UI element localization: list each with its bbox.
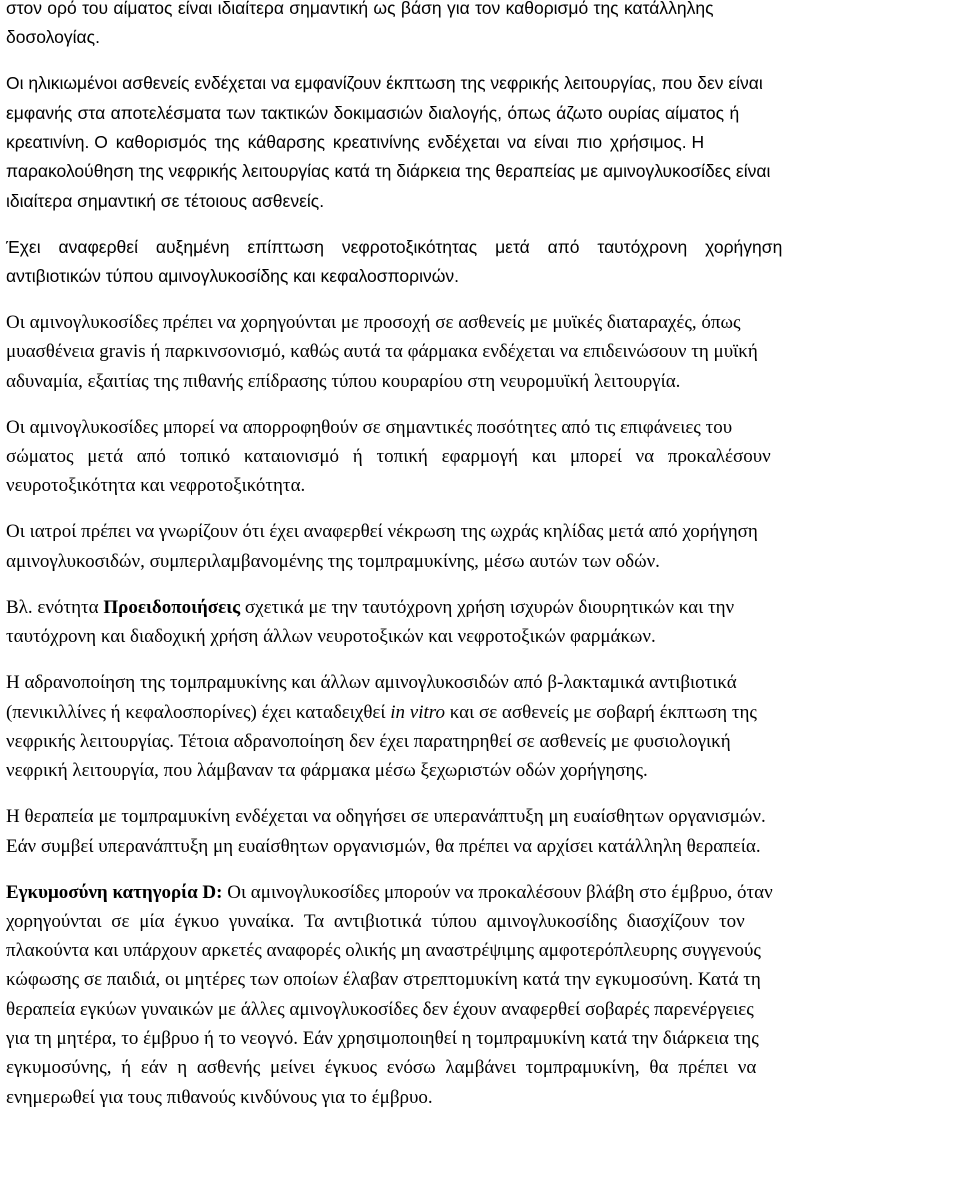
text-line: κρεατινίνη. bbox=[6, 131, 90, 152]
text-line: Η bbox=[691, 131, 705, 152]
paragraph-macular-necrosis bbox=[6, 517, 954, 576]
document-page bbox=[6, 0, 954, 1129]
text-line: αντιβιοτικών τύπου αμινογλυκοσίδης και κεφαλοσπορινών. bbox=[6, 265, 460, 286]
text-line: μυασθένεια gravis ή παρκινσονισμό, καθώς αυτά τα φάρμακα ενδέχεται να επιδεινώσουν τη μυϊκή bbox=[6, 341, 758, 363]
text-line: Εάν συμβεί υπερανάπτυξη μη ευαίσθητων οργανισμών, θα πρέπει να αρχίσει κατάλληλη θεραπεία. bbox=[6, 835, 761, 857]
pregnancy-category-heading: Εγκυμοσύνη κατηγορία D: bbox=[6, 881, 223, 903]
text-line: Οι αμινογλυκοσίδες πρέπει να χορηγούνται με προσοχή σε ασθενείς με μυϊκές διαταραχές, όπως bbox=[6, 312, 741, 334]
text-line: εγκυμοσύνης, ή εάν η ασθενής μείνει έγκυος ενόσω λαμβάνει τομπραμυκίνη, θα πρέπει να bbox=[6, 1057, 757, 1079]
paragraph-dosage-end bbox=[6, 0, 954, 53]
paragraph-absorption bbox=[6, 413, 954, 501]
text-line: δοσολογίας. bbox=[6, 27, 100, 48]
text-line: Οι ηλικιωμένοι ασθενείς ενδέχεται να εμφανίζουν έκπτωση της νεφρικής λειτουργίας, που δεν είναι bbox=[6, 73, 763, 94]
text-line: νεφρική λειτουργία, που λάμβαναν τα φάρμακα μέσω ξεχωριστών οδών χορήγησης. bbox=[6, 760, 648, 782]
text-line: για τη μητέρα, το έμβρυο ή το νεογνό. Εάν χρησιμοποιηθεί η τομπραμυκίνη κατά την διάρκεια της bbox=[6, 1028, 759, 1050]
text-line: παρακολούθηση της νεφρικής λειτουργίας κατά τη διάρκεια της θεραπείας με αμινογλυκοσίδες είναι bbox=[6, 161, 771, 182]
text-line: χορηγούνται σε μία έγκυο γυναίκα. Τα αντιβιοτικά τύπου αμινογλυκοσίδης διασχίζουν τον bbox=[6, 910, 745, 932]
text-line: εμφανής στα αποτελέσματα των τακτικών δοκιμασιών διαλογής, όπως άζωτο ουρίας αίματος ή bbox=[6, 102, 740, 123]
text-line: Οι αμινογλυκοσίδες μπορούν να προκαλέσουν βλάβη στο έμβρυο, όταν bbox=[227, 881, 773, 903]
text-line: πλακούντα και υπάρχουν αρκετές αναφορές ολικής μη αναστρέψιμης αμφοτερόπλευρης συγγενούς bbox=[6, 940, 761, 962]
text-line: Βλ. ενότητα bbox=[6, 596, 99, 618]
text-line: νευροτοξικότητα και νεφροτοξικότητα. bbox=[6, 475, 306, 497]
text-line: ενημερωθεί για τους πιθανούς κινδύνους για το έμβρυο. bbox=[6, 1086, 433, 1108]
paragraph-muscular-disorders bbox=[6, 308, 954, 396]
text-line: ταυτόχρονη και διαδοχική χρήση άλλων νευροτοξικών και νεφροτοξικών φαρμάκων. bbox=[6, 626, 656, 648]
text-line: στον ορό του αίματος είναι ιδιαίτερα σημαντική ως βάση για τον καθορισμό της κατάλληλης bbox=[6, 0, 714, 18]
text-line: αμινογλυκοσιδών, συμπεριλαμβανομένης της τομπραμυκίνης, μέσω αυτών των οδών. bbox=[6, 550, 660, 572]
text-line: σχετικά με την ταυτόχρονη χρήση ισχυρών διουρητικών και την bbox=[244, 596, 735, 618]
text-line: ιδιαίτερα σημαντική σε τέτοιους ασθενείς. bbox=[6, 190, 325, 211]
text-line: Ο καθορισμός της κάθαρσης κρεατινίνης ενδέχεται να είναι πιο χρήσιμος. bbox=[94, 131, 687, 152]
text-line: κώφωσης σε παιδιά, οι μητέρες των οποίων έλαβαν στρεπτομυκίνη κατά την εγκυμοσύνη. Κατά τη bbox=[6, 969, 761, 991]
text-line: σώματος μετά από τοπικό καταιονισμό ή τοπική εφαρμογή και μπορεί να προκαλέσουν bbox=[6, 446, 771, 468]
paragraph-warnings-reference bbox=[6, 593, 954, 652]
paragraph-pregnancy bbox=[6, 878, 954, 1112]
text-line: Οι αμινογλυκοσίδες μπορεί να απορροφηθούν σε σημαντικές ποσότητες από τις επιφάνειες του bbox=[6, 416, 733, 438]
text-line: (πενικιλλίνες ή κεφαλοσπορίνες) έχει καταδειχθεί bbox=[6, 701, 386, 723]
text-line: θεραπεία εγκύων γυναικών με άλλες αμινογλυκοσίδες δεν έχουν αναφερθεί σοβαρές παρενέργειες bbox=[6, 998, 754, 1020]
warnings-link-text: Προειδοποιήσεις bbox=[103, 596, 241, 618]
italic-term: in vitro bbox=[390, 701, 445, 723]
text-line: Η θεραπεία με τομπραμυκίνη ενδέχεται να οδηγήσει σε υπερανάπτυξη μη ευαίσθητων οργανισμών. bbox=[6, 806, 766, 828]
paragraph-nephrotoxicity bbox=[6, 233, 954, 292]
text-line: Έχει αναφερθεί αυξημένη επίπτωση νεφροτοξικότητας μετά από ταυτόχρονη χορήγηση bbox=[6, 236, 783, 257]
text-line: νεφρικής λειτουργίας. Τέτοια αδρανοποίηση δεν έχει παρατηρηθεί σε ασθενείς με φυσιολογική bbox=[6, 730, 731, 752]
text-line: Η αδρανοποίηση της τομπραμυκίνης και άλλων αμινογλυκοσιδών από β-λακταμικά αντιβιοτικά bbox=[6, 672, 737, 694]
text-line: και σε ασθενείς με σοβαρή έκπτωση της bbox=[449, 701, 757, 723]
paragraph-overgrowth bbox=[6, 802, 954, 861]
paragraph-inactivation bbox=[6, 668, 954, 785]
paragraph-elderly-patients bbox=[6, 69, 954, 215]
text-line: αδυναμία, εξαιτίας της πιθανής επίδρασης τύπου κουραρίου στη νευρομυϊκή λειτουργία. bbox=[6, 370, 681, 392]
text-line: Οι ιατροί πρέπει να γνωρίζουν ότι έχει αναφερθεί νέκρωση της ωχράς κηλίδας μετά από χορήγηση bbox=[6, 521, 758, 543]
